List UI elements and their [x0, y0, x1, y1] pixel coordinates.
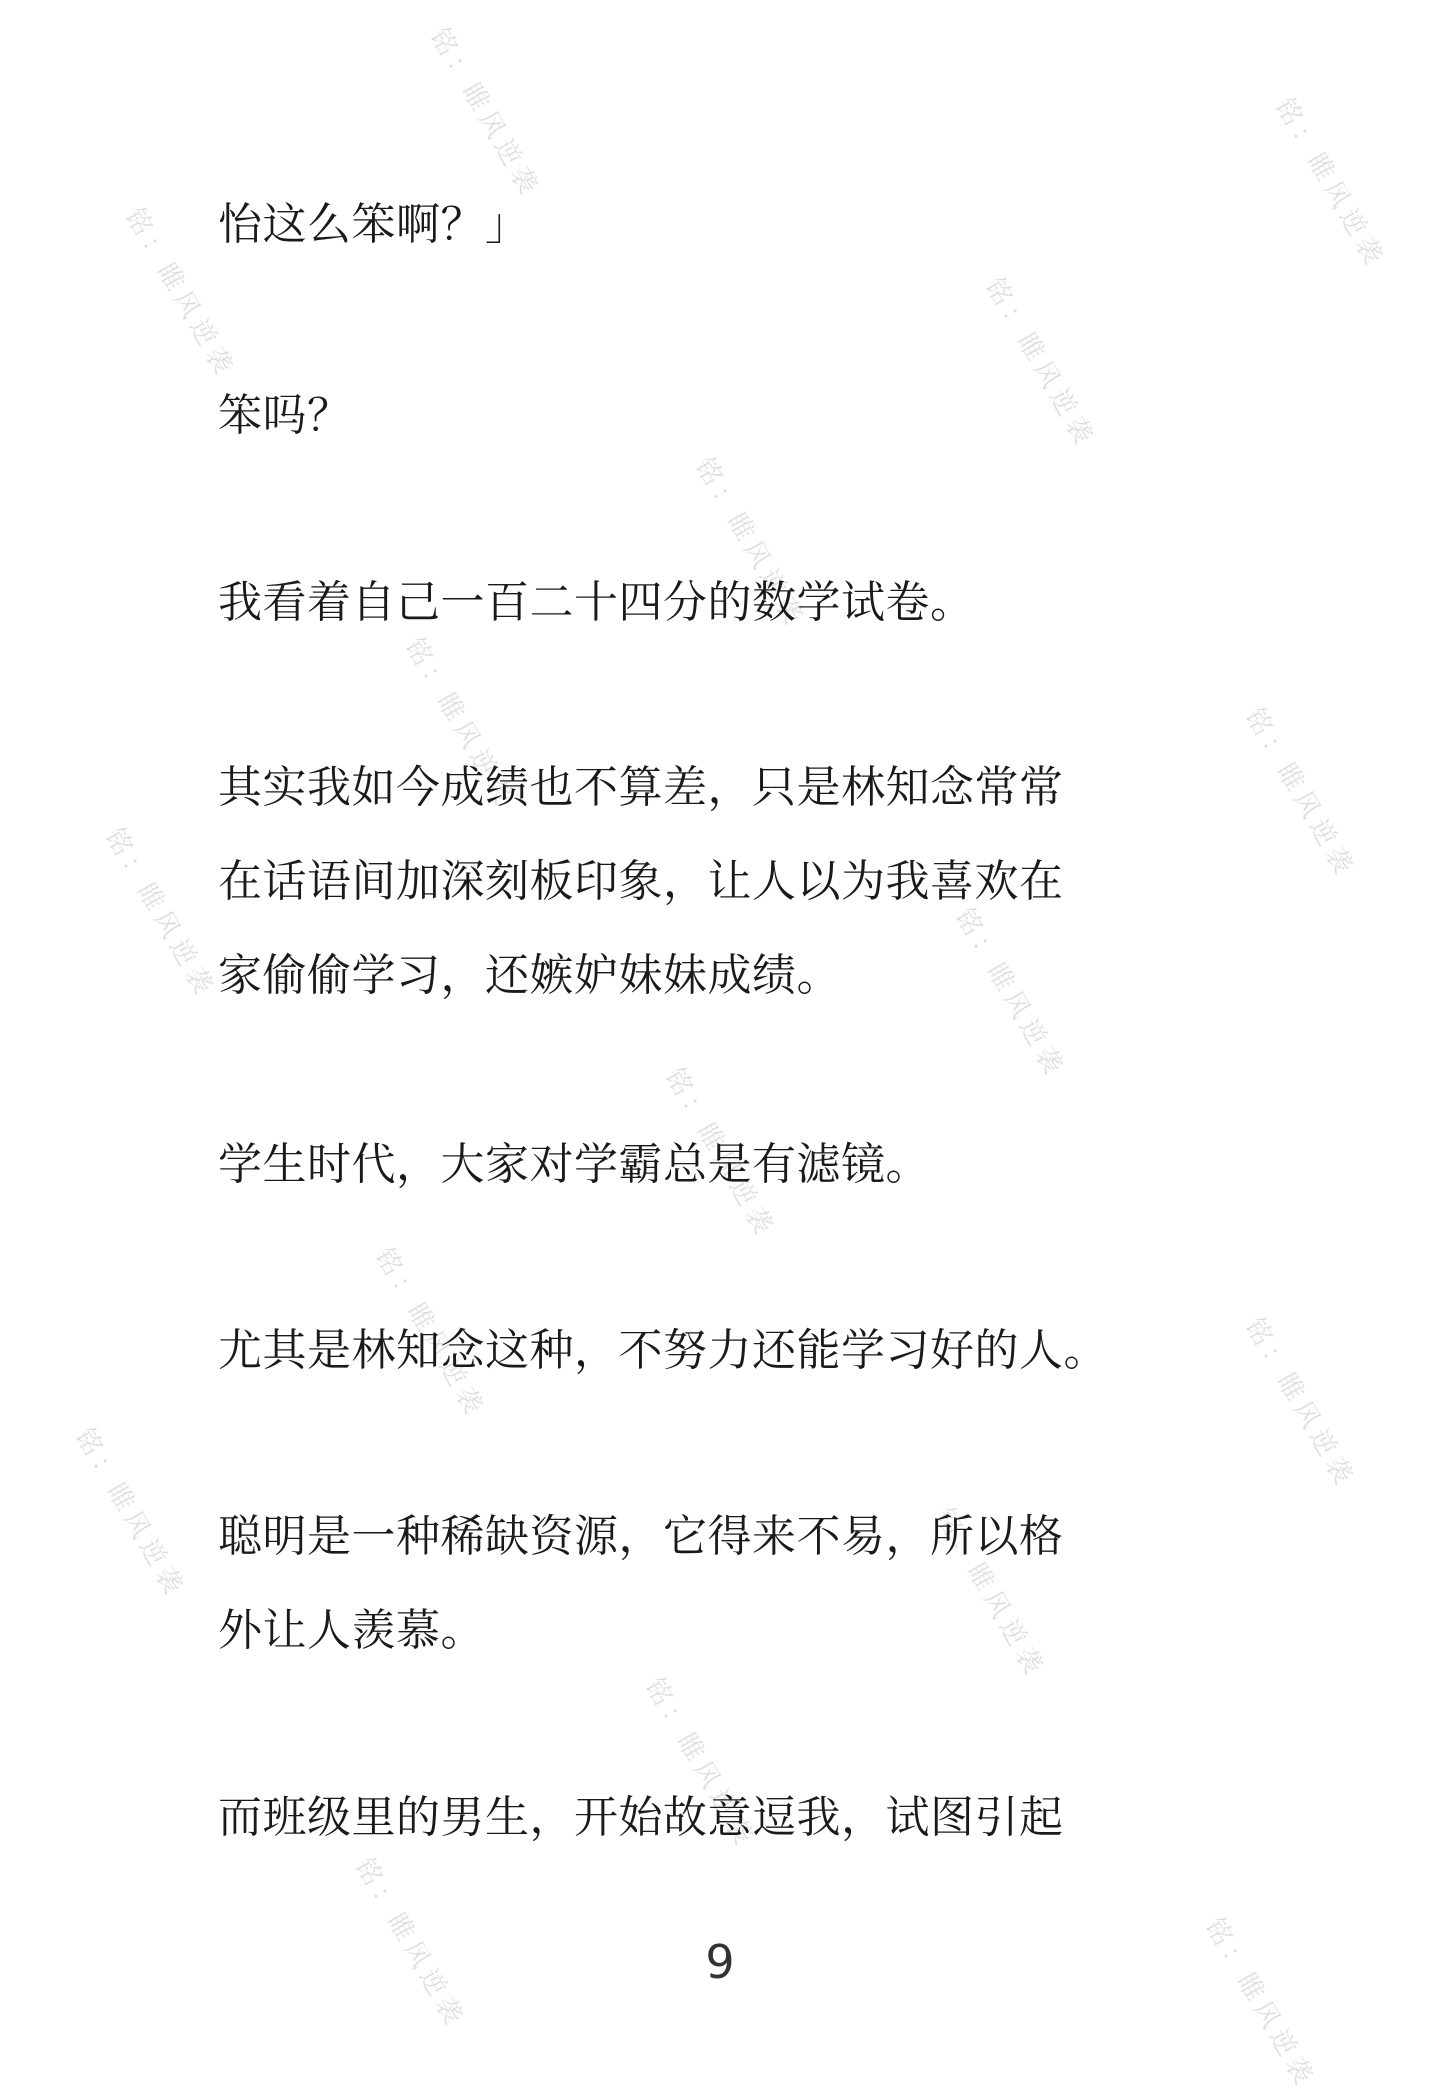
watermark: 铭：睢风逆袭 — [638, 1673, 761, 1855]
watermark: 铭：睢风逆袭 — [1198, 1913, 1321, 2095]
paragraph-6: 尤其是林知念这种，不努力还能学习好的人。 — [218, 1325, 1108, 1376]
watermark: 铭：睢风逆袭 — [348, 1853, 471, 2035]
paragraph-4: 其实我如今成绩也不算差，只是林知念常常 在话语间加深刻板印象，让人以为我喜欢在 家偷偷学习，还嫉妒妹妹成绩。 — [218, 762, 1064, 1001]
watermark: 铭：睢风逆袭 — [688, 453, 811, 635]
paragraph-7: 聪明是一种稀缺资源，它得来不易，所以格 外让人羡慕。 — [218, 1511, 1064, 1656]
watermark: 铭：睢风逆袭 — [68, 1423, 191, 1605]
paragraph-5: 学生时代，大家对学霸总是有滤镜。 — [218, 1139, 930, 1190]
watermark: 铭：睢风逆袭 — [423, 23, 546, 205]
watermark: 铭：睢风逆袭 — [1238, 1313, 1361, 1495]
paragraph-8: 而班级里的男生，开始故意逗我，试图引起 — [218, 1792, 1064, 1843]
watermark: 铭：睢风逆袭 — [1238, 703, 1361, 885]
watermark: 铭：睢风逆袭 — [978, 273, 1101, 455]
page-number: 9 — [705, 1935, 735, 1989]
watermark: 铭：睢风逆袭 — [658, 1063, 781, 1245]
watermark: 铭：睢风逆袭 — [948, 903, 1071, 1085]
watermark: 铭：睢风逆袭 — [398, 633, 521, 815]
watermark: 铭：睢风逆袭 — [118, 203, 241, 385]
paragraph-3: 我看着自己一百二十四分的数学试卷。 — [218, 577, 975, 628]
watermark: 铭：睢风逆袭 — [1268, 93, 1391, 275]
paragraph-1: 怡这么笨啊？」 — [218, 199, 530, 250]
watermark: 铭：睢风逆袭 — [928, 1503, 1051, 1685]
paragraph-2: 笨吗？ — [218, 390, 352, 441]
watermark: 铭：睢风逆袭 — [98, 823, 221, 1005]
watermark: 铭：睢风逆袭 — [368, 1243, 491, 1425]
